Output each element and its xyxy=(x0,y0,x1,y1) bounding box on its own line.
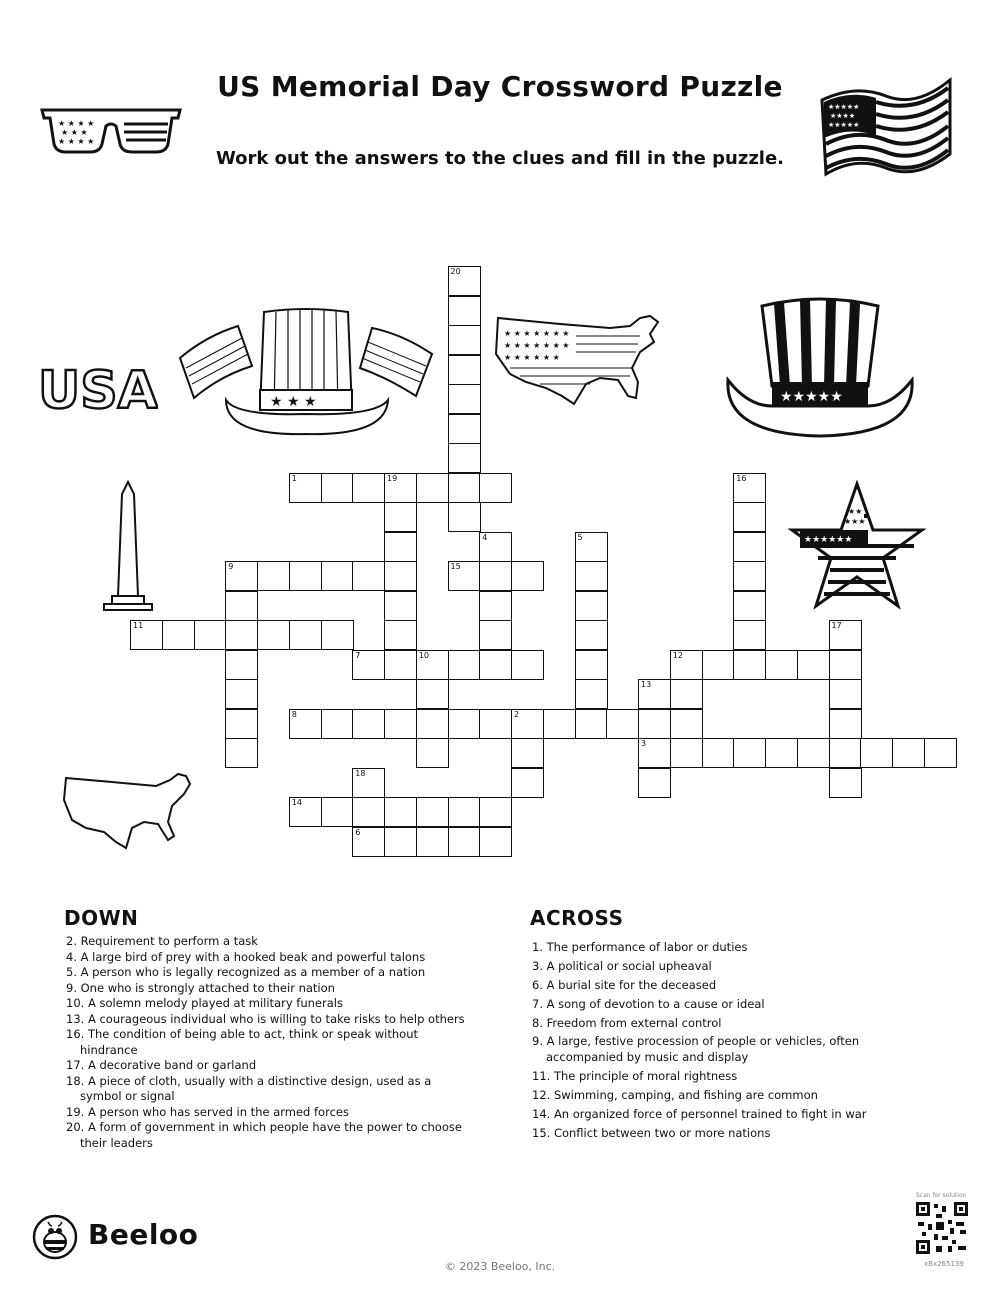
crossword-cell[interactable] xyxy=(829,768,862,798)
crossword-cell[interactable] xyxy=(321,473,354,503)
crossword-cell[interactable] xyxy=(575,709,608,739)
crossword-cell[interactable] xyxy=(448,414,481,444)
crossword-cell[interactable] xyxy=(448,296,481,326)
crossword-cell[interactable] xyxy=(733,532,766,562)
page-title: US Memorial Day Crossword Puzzle xyxy=(217,70,783,103)
crossword-cell[interactable] xyxy=(638,709,671,739)
clue-item: 19. A person who has served in the armed forces xyxy=(66,1104,349,1119)
svg-text:★ ★ ★ ★ ★ ★: ★ ★ ★ ★ ★ ★ xyxy=(504,353,560,362)
crossword-cell[interactable] xyxy=(352,473,385,503)
copyright: © 2023 Beeloo, Inc. xyxy=(444,1260,556,1273)
crossword-cell[interactable] xyxy=(352,650,385,680)
crossword-cell[interactable] xyxy=(733,502,766,532)
crossword-cell[interactable] xyxy=(225,561,258,591)
crossword-cell[interactable] xyxy=(924,738,957,768)
svg-text:★ ★ ★ ★ ★ ★ ★: ★ ★ ★ ★ ★ ★ ★ xyxy=(504,329,570,338)
crossword-cell[interactable] xyxy=(448,473,481,503)
crossword-cell[interactable] xyxy=(829,738,862,768)
crossword-cell[interactable] xyxy=(638,679,671,709)
crossword-cell[interactable] xyxy=(733,738,766,768)
crossword-cell[interactable] xyxy=(829,620,862,650)
crossword-cell[interactable] xyxy=(352,768,385,798)
crossword-cell[interactable] xyxy=(384,591,417,621)
crossword-cell[interactable] xyxy=(225,679,258,709)
crossword-cell[interactable] xyxy=(321,561,354,591)
brand-name: Beeloo xyxy=(88,1218,199,1251)
svg-text:★★★★★: ★★★★★ xyxy=(828,121,860,129)
puzzle-code: xBx265139 xyxy=(924,1260,964,1268)
usa-logo-text: USA xyxy=(38,361,158,414)
across-heading: ACROSS xyxy=(530,906,624,930)
crossword-cell[interactable] xyxy=(416,738,449,768)
crossword-cell[interactable] xyxy=(448,650,481,680)
crossword-cell[interactable] xyxy=(670,650,703,680)
crossword-cell[interactable] xyxy=(384,532,417,562)
crossword-cell[interactable] xyxy=(289,620,322,650)
cell-number: 6 xyxy=(355,827,361,837)
cell-number: 4 xyxy=(482,532,488,542)
crossword-cell[interactable] xyxy=(130,620,163,650)
crossword-cell[interactable] xyxy=(479,620,512,650)
qr-code-icon[interactable] xyxy=(916,1202,968,1254)
crossword-cell[interactable] xyxy=(702,650,735,680)
crossword-cell[interactable] xyxy=(479,591,512,621)
clue-item: 15. Conflict between two or more nations xyxy=(532,1125,771,1140)
crossword-cell[interactable] xyxy=(416,473,449,503)
crossword-cell[interactable] xyxy=(797,738,830,768)
cell-number: 8 xyxy=(291,709,297,719)
svg-text:★★★★★★: ★★★★★★ xyxy=(804,535,853,545)
clue-item: 17. A decorative band or garland xyxy=(66,1058,257,1072)
crossword-cell[interactable] xyxy=(448,709,481,739)
crossword-cell[interactable] xyxy=(384,473,417,503)
crossword-cell[interactable] xyxy=(448,355,481,385)
crossword-cell[interactable] xyxy=(829,650,862,680)
cell-number: 5 xyxy=(577,532,583,542)
crossword-cell[interactable] xyxy=(892,738,925,768)
svg-text:★★★★★: ★★★★★ xyxy=(828,103,860,111)
crossword-cell[interactable] xyxy=(289,709,322,739)
cell-number: 17 xyxy=(831,621,842,630)
cell-number: 20 xyxy=(450,267,461,276)
clue-item: 1. The performance of labor or duties xyxy=(532,940,748,954)
crossword-cell[interactable] xyxy=(543,709,576,739)
crossword-cell[interactable] xyxy=(670,679,703,709)
clue-item: 9. A large, festive procession of people or vehicles, often accompanied by music and display xyxy=(532,1034,860,1064)
crossword-cell[interactable] xyxy=(479,561,512,591)
clue-item: 16. The condition of being able to act, think or speak without hindrance xyxy=(66,1027,419,1057)
crossword-cell[interactable] xyxy=(765,650,798,680)
crossword-cell[interactable] xyxy=(511,738,544,768)
clue-item: 7. A song of devotion to a cause or ideal xyxy=(532,996,765,1011)
crossword-cell[interactable] xyxy=(416,827,449,857)
clue-item: 9. One who is strongly attached to their nation xyxy=(66,980,335,995)
cell-number: 19 xyxy=(387,473,398,483)
crossword-cell[interactable] xyxy=(448,561,481,591)
svg-text:★ ★ ★ ★: ★ ★ ★ ★ xyxy=(58,137,95,146)
crossword-cell[interactable] xyxy=(511,768,544,798)
crossword-cell[interactable] xyxy=(733,561,766,591)
down-clues-list xyxy=(66,934,466,1151)
cell-number: 2 xyxy=(514,709,520,719)
down-heading: DOWN xyxy=(64,906,139,930)
crossword-cell[interactable] xyxy=(479,473,512,503)
cell-number: 15 xyxy=(450,562,461,571)
crossword-cell[interactable] xyxy=(384,561,417,591)
crossword-cell[interactable] xyxy=(511,561,544,591)
cell-number: 1 xyxy=(291,473,297,483)
crossword-cell[interactable] xyxy=(384,797,417,827)
svg-text:★★: ★★ xyxy=(848,507,863,516)
crossword-cell[interactable] xyxy=(638,768,671,798)
crossword-cell[interactable] xyxy=(416,650,449,680)
crossword-cell[interactable] xyxy=(575,591,608,621)
cell-number: 18 xyxy=(355,768,366,778)
clue-item: 4. A large bird of prey with a hooked beak and powerful talons xyxy=(66,949,426,964)
crossword-cell[interactable] xyxy=(511,650,544,680)
crossword-cell[interactable] xyxy=(733,591,766,621)
cell-number: 16 xyxy=(736,473,747,483)
clue-item: 8. Freedom from external control xyxy=(532,1015,722,1030)
crossword-cell[interactable] xyxy=(797,650,830,680)
crossword-cell[interactable] xyxy=(829,709,862,739)
clue-item: 11. The principle of moral rightness xyxy=(532,1068,738,1083)
crossword-cell[interactable] xyxy=(321,620,354,650)
crossword-cell[interactable] xyxy=(448,827,481,857)
crossword-cell[interactable] xyxy=(733,620,766,650)
crossword-cell[interactable] xyxy=(448,443,481,473)
crossword-cell[interactable] xyxy=(638,738,671,768)
crossword-cell[interactable] xyxy=(289,561,322,591)
page-subtitle: Work out the answers to the clues and fill in the puzzle. xyxy=(215,148,785,169)
crossword-cell[interactable] xyxy=(257,620,290,650)
crossword-cell[interactable] xyxy=(384,709,417,739)
crossword-cell[interactable] xyxy=(384,502,417,532)
clue-item: 10. A solemn melody played at military funerals xyxy=(66,996,343,1010)
svg-text:★★★★★: ★★★★★ xyxy=(780,389,843,405)
crossword-cell[interactable] xyxy=(448,325,481,355)
crossword-cell[interactable] xyxy=(416,709,449,739)
cell-number: 10 xyxy=(418,650,429,660)
crossword-cell[interactable] xyxy=(733,473,766,503)
svg-text:★★★: ★★★ xyxy=(844,517,866,526)
crossword-cell[interactable] xyxy=(448,797,481,827)
crossword-cell[interactable] xyxy=(352,709,385,739)
crossword-cell[interactable] xyxy=(289,797,322,827)
scan-label: Scan for solution xyxy=(916,1192,967,1199)
crossword-cell[interactable] xyxy=(352,561,385,591)
crossword-cell[interactable] xyxy=(670,709,703,739)
cell-number: 12 xyxy=(672,650,683,660)
cell-number: 7 xyxy=(355,650,361,660)
crossword-cell[interactable] xyxy=(225,650,258,680)
clue-item: 13. A courageous individual who is willing to take risks to help others xyxy=(66,1011,465,1026)
crossword-cell[interactable] xyxy=(384,620,417,650)
cell-number: 11 xyxy=(133,621,144,630)
crossword-cell[interactable] xyxy=(702,738,735,768)
crossword-cell[interactable] xyxy=(511,709,544,739)
crossword-cell[interactable] xyxy=(225,620,258,650)
clue-item: 14. An organized force of personnel trained to fight in war xyxy=(532,1106,867,1121)
cell-number: 14 xyxy=(291,798,302,807)
svg-text:★ ★ ★ ★ ★ ★ ★: ★ ★ ★ ★ ★ ★ ★ xyxy=(504,341,570,350)
crossword-cell[interactable] xyxy=(575,620,608,650)
clue-item: 12. Swimming, camping, and fishing are common xyxy=(532,1087,818,1102)
crossword-cell[interactable] xyxy=(416,679,449,709)
crossword-cell[interactable] xyxy=(670,738,703,768)
crossword-cell[interactable] xyxy=(765,738,798,768)
clue-item: 2. Requirement to perform a task xyxy=(66,934,258,948)
crossword-cell[interactable] xyxy=(448,266,481,296)
svg-text:★★★★: ★★★★ xyxy=(830,112,856,120)
crossword-cell[interactable] xyxy=(575,650,608,680)
clue-item: 3. A political or social upheaval xyxy=(532,958,712,973)
crossword-cell[interactable] xyxy=(479,827,512,857)
crossword-cell[interactable] xyxy=(860,738,893,768)
crossword-cell[interactable] xyxy=(416,797,449,827)
crossword-cell[interactable] xyxy=(321,797,354,827)
clue-item: 20. A form of government in which people have the power to choose their leaders xyxy=(66,1120,462,1150)
crossword-cell[interactable] xyxy=(352,797,385,827)
clue-item: 6. A burial site for the deceased xyxy=(532,977,717,992)
crossword-cell[interactable] xyxy=(448,384,481,414)
crossword-cell[interactable] xyxy=(829,679,862,709)
crossword-cell[interactable] xyxy=(575,679,608,709)
clue-item: 18. A piece of cloth, usually with a distinctive design, used as a symbol or signal xyxy=(66,1073,432,1103)
crossword-cell[interactable] xyxy=(194,620,227,650)
cell-number: 13 xyxy=(641,680,652,689)
svg-text:★ ★ ★: ★ ★ ★ xyxy=(270,394,317,410)
crossword-cell[interactable] xyxy=(352,827,385,857)
clue-item: 5. A person who is legally recognized as a member of a nation xyxy=(66,965,426,979)
crossword-cell[interactable] xyxy=(162,620,195,650)
crossword-cell[interactable] xyxy=(479,797,512,827)
cell-number: 9 xyxy=(228,562,234,571)
crossword-cell[interactable] xyxy=(448,502,481,532)
crossword-cell[interactable] xyxy=(257,561,290,591)
crossword-cell[interactable] xyxy=(575,561,608,591)
bee-logo-icon xyxy=(32,1214,78,1260)
crossword-cell[interactable] xyxy=(384,650,417,680)
svg-text:★ ★ ★ ★: ★ ★ ★ ★ xyxy=(58,119,95,128)
cell-number: 3 xyxy=(641,739,647,748)
crossword-cell[interactable] xyxy=(225,709,258,739)
crossword-cell[interactable] xyxy=(606,709,639,739)
crossword-cell[interactable] xyxy=(479,709,512,739)
crossword-cell[interactable] xyxy=(575,532,608,562)
crossword-cell[interactable] xyxy=(733,650,766,680)
crossword-cell[interactable] xyxy=(384,827,417,857)
crossword-cell[interactable] xyxy=(479,532,512,562)
crossword-cell[interactable] xyxy=(225,591,258,621)
crossword-cell[interactable] xyxy=(321,709,354,739)
across-clues-list xyxy=(532,940,892,1144)
crossword-cell[interactable] xyxy=(289,473,322,503)
crossword-cell[interactable] xyxy=(225,738,258,768)
svg-text:★ ★ ★: ★ ★ ★ xyxy=(61,128,88,137)
crossword-cell[interactable] xyxy=(479,650,512,680)
